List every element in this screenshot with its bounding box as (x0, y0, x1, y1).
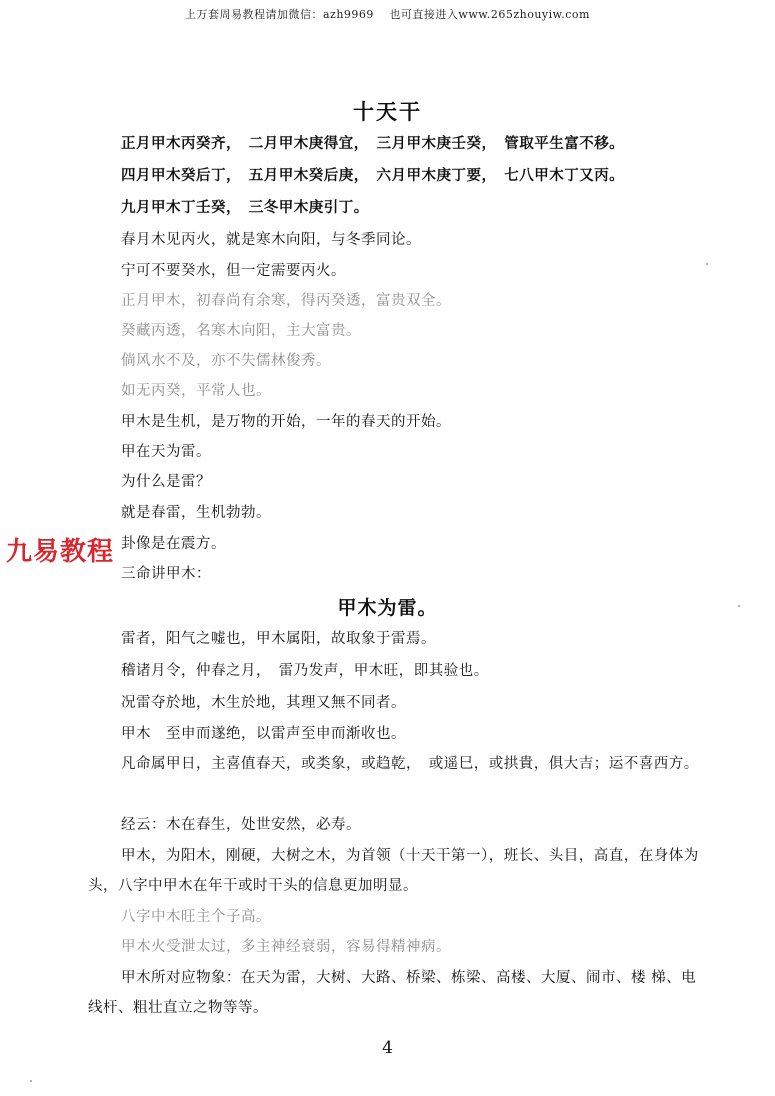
paragraph-6: 经云：木在春生，处世安然，必寿。 (121, 817, 361, 833)
scan-speck (30, 1080, 32, 1082)
paragraph-2: 稽诸月令，仲春之月， 雷乃发声，甲木旺，即其验也。 (121, 663, 489, 679)
note-line-2: 宁可不要癸水，但一定需要丙火。 (121, 263, 346, 279)
paragraph-1: 雷者，阳气之嘘也，甲木属阳，故取象于雷焉。 (121, 631, 436, 647)
page-number: 4 (382, 1038, 393, 1058)
faded-paragraph-1: 八字中木旺主个子高。 (121, 909, 271, 925)
faded-note-line-2: 癸藏丙透，名寒木向阳，主大富贵。 (121, 323, 361, 339)
explain-line-6: 三命讲甲木： (121, 566, 211, 582)
section-title: 甲木为雷。 (337, 597, 438, 619)
scan-speck (706, 263, 708, 265)
faded-note-line-1: 正月甲木，初春尚有余寒，得丙癸透，富贵双全。 (121, 293, 451, 309)
paragraph-7: 甲木，为阳木，刚硬，大树之木，为首领（十天干第一），班长、头目，高直，在身体为头，八字中甲木在年干或时干头的信息更加明显。 (88, 848, 699, 894)
note-line-1: 春月木见丙火，就是寒木向阳，与冬季同论。 (121, 232, 421, 248)
faded-paragraph-2: 甲木火受泄太过，多主神经衰弱，容易得精神病。 (121, 939, 451, 955)
scan-speck (738, 605, 740, 607)
explain-line-3: 为什么是雷？ (121, 474, 211, 490)
paragraph-4: 甲木 至申而遂绝，以雷声至申而渐收也。 (121, 726, 406, 742)
faded-note-line-4: 如无丙癸，平常人也。 (121, 383, 271, 399)
paragraph-3: 况雷夺於地，木生於地，其理又無不同者。 (121, 695, 406, 711)
watermark-logo: 九易教程 (6, 537, 115, 567)
header-note: 上万套周易教程请加微信：azh9969 也可直接进入www.265zhouyiw.com (184, 8, 590, 21)
explain-line-2: 甲在天为雷。 (121, 444, 211, 460)
rhyme-line-1: 正月甲木丙癸齐， 二月甲木庚得宜， 三月甲木庚壬癸， 管取平生富不移。 (121, 135, 625, 152)
explain-line-5: 卦像是在震方。 (121, 536, 226, 552)
rhyme-line-2: 四月甲木癸后丁， 五月甲木癸后庚， 六月甲木庚丁要， 七八甲木丁又丙。 (121, 167, 625, 184)
explain-line-4: 就是春雷，生机勃勃。 (121, 505, 271, 521)
paragraph-5: 凡命属甲日，主喜值春天，或类象，或趋乾， 或遥巳，或拱貴，俱大吉；运不喜西方。 (121, 756, 699, 772)
paragraph-8: 甲木所对应物象：在天为雷，大树、大路、桥梁、栋梁、高楼、大厦、闹市、楼 梯、电线杆、粗壮直立之物等等。 (88, 970, 697, 1016)
faded-note-line-3: 倘风水不及，亦不失儒林俊秀。 (121, 353, 331, 369)
rhyme-line-3: 九月甲木丁壬癸， 三冬甲木庚引丁。 (121, 199, 369, 216)
page-title: 十天干 (353, 99, 422, 124)
explain-line-1: 甲木是生机，是万物的开始，一年的春天的开始。 (121, 414, 451, 430)
